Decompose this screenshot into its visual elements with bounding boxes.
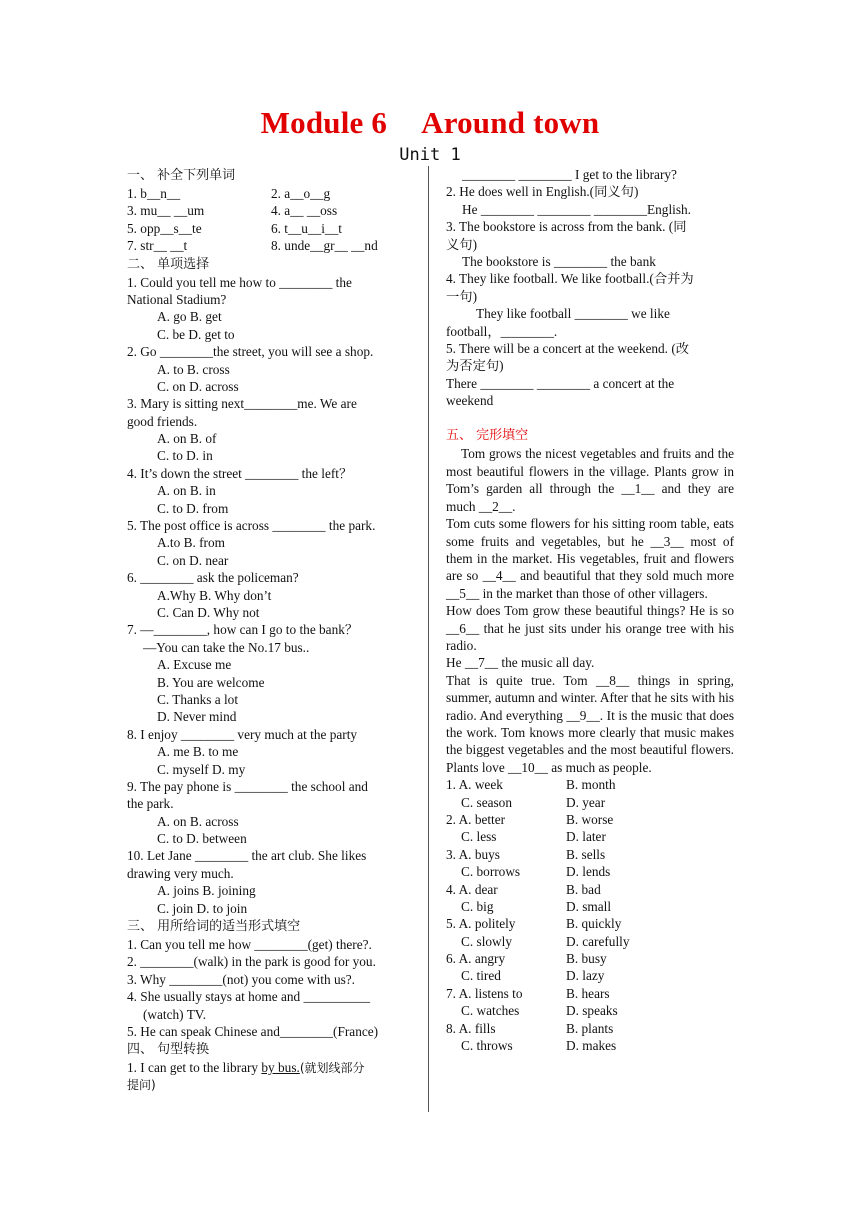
transform-1-text: 1. I can get to the library — [127, 1060, 259, 1076]
transform-2: 2. He does well in English.(同义句) — [446, 184, 639, 200]
options: A. go B. get — [157, 309, 222, 325]
choice: C. season — [461, 794, 512, 810]
word-completion-list — [127, 185, 415, 255]
instruction-note-cont: 提问) — [127, 1077, 156, 1092]
options: C. to D. between — [157, 831, 247, 847]
transform-4-cont: 一句) — [446, 288, 478, 304]
choice: B. hears — [566, 985, 610, 1001]
question-5: 5. The post office is across ________ the park. — [127, 518, 376, 534]
choice: B. plants — [566, 1020, 614, 1036]
question-3: 3. Mary is sitting next________me. We are — [127, 396, 357, 412]
fill-4-cont: (watch) TV. — [143, 1006, 207, 1022]
options: A. joins B. joining — [157, 883, 256, 899]
question-7: 7. —________, how can I go to the bank？ — [127, 622, 359, 638]
transform-3-cont: 义句) — [446, 236, 478, 252]
transform-5: 5. There will be a concert at the weekend. (改 — [446, 340, 690, 356]
question-7-reply: —You can take the No.17 bus.. — [143, 639, 310, 655]
choice: C. tired — [461, 968, 501, 984]
section-5-heading: 五、 完形填空 — [446, 428, 529, 444]
word-item: 7. str__ __t — [127, 238, 188, 254]
options: A. to B. cross — [157, 361, 230, 377]
options: C. join D. to join — [157, 900, 248, 916]
options: A. me B. to me — [157, 744, 239, 760]
instruction-note: (就划线部分 — [299, 1061, 365, 1076]
choice: B. bad — [566, 881, 601, 897]
options: C. myself D. my — [157, 761, 246, 777]
cloze-paragraph-3: How does Tom grow these beautiful things? He is so __6__ that he just sits under his orange tree with his radio. — [446, 603, 734, 653]
question-8: 8. I enjoy ________ very much at the party — [127, 726, 358, 742]
choice: C. slowly — [461, 933, 512, 949]
choice: D. year — [566, 794, 606, 810]
transform-3-answer: The bookstore is ________ the bank — [462, 253, 656, 269]
transform-2-answer: He ________ ________ ________English. — [462, 201, 691, 217]
word-item: 4. a__ __oss — [271, 203, 338, 219]
transform-1 — [127, 1059, 415, 1076]
word-item: 2. a__o__g — [271, 186, 331, 201]
options: C. to D. from — [157, 500, 229, 516]
choice: D. later — [566, 829, 606, 845]
section-3-heading: 三、 用所给词的适当形式填空 — [127, 919, 301, 935]
transform-3: 3. The bookstore is across from the bank. (同 — [446, 219, 687, 235]
transform-5-cont: 为否定句) — [446, 358, 504, 374]
question-1: 1. Could you tell me how to ________ the — [127, 274, 352, 290]
cloze-choices — [446, 776, 734, 1054]
unit-subtitle: Unit 1 — [399, 145, 461, 165]
word-item: 6. t__u__i__t — [271, 220, 342, 236]
fill-1: 1. Can you tell me how ________(get) there?. — [127, 937, 372, 953]
fill-5: 5. He can speak Chinese and________(France) — [127, 1023, 379, 1039]
choice: D. makes — [566, 1038, 617, 1054]
cloze-paragraph-2: Tom cuts some flowers for his sitting room table, eats some fruits and vegetables, but he __3__ most of them in the market. His vegetables, fruit and flowers are so __4__ and beautiful that they sold much more __5__ in the market than those of other villagers. — [446, 516, 734, 601]
options: C. be D. get to — [157, 326, 235, 342]
column-divider — [428, 166, 429, 1112]
choice: 8. A. fills — [446, 1020, 496, 1036]
underlined-phrase: by bus. — [261, 1060, 300, 1076]
choice: D. lazy — [566, 968, 605, 984]
section-2-heading: 二、 单项选择 — [127, 256, 210, 272]
choice: 4. A. dear — [446, 881, 498, 897]
choice: 2. A. better — [446, 811, 506, 827]
cloze-paragraph-1: Tom grows the nicest vegetables and fruits and the most beautiful flowers in the village. Plants grow in Tom’s garden all through the __1__ and they are much __2__. — [446, 446, 734, 514]
word-item: 5. opp__s__te — [127, 220, 202, 236]
options: A. on B. in — [157, 483, 216, 499]
options: C. on D. near — [157, 552, 229, 568]
choice: D. speaks — [566, 1003, 618, 1019]
choice: B. worse — [566, 811, 614, 827]
question-1-cont: National Stadium? — [127, 291, 227, 307]
word-item: 8. unde__gr__ __nd — [271, 238, 378, 254]
question-4: 4. It’s down the street ________ the left？ — [127, 465, 353, 481]
options: A. Excuse me — [157, 657, 232, 673]
options: A.to B. from — [157, 535, 225, 551]
choice: D. small — [566, 898, 612, 914]
options: D. Never mind — [157, 709, 237, 725]
choice: C. borrows — [461, 864, 521, 880]
question-10: 10. Let Jane ________ the art club. She likes — [127, 848, 367, 864]
fill-2: 2. ________(walk) in the park is good for you. — [127, 954, 376, 970]
fill-4: 4. She usually stays at home and __________ — [127, 989, 371, 1005]
title-topic: Around town — [421, 105, 600, 140]
page-title — [0, 104, 860, 142]
question-9-cont: the park. — [127, 796, 174, 812]
choice: 1. A. week — [446, 777, 503, 793]
options: B. You are welcome — [157, 674, 265, 690]
choice: C. less — [461, 829, 497, 845]
word-item: 3. mu__ __um — [127, 203, 205, 219]
fill-3: 3. Why ________(not) you come with us?. — [127, 971, 355, 987]
transform-5-answer: There ________ ________ a concert at the — [446, 375, 675, 391]
options: C. Thanks a lot — [157, 691, 239, 707]
choice: C. throws — [461, 1038, 513, 1054]
transform-4-answer-cont: football，________. — [446, 323, 558, 339]
choice: 3. A. buys — [446, 846, 500, 862]
question-10-cont: drawing very much. — [127, 865, 234, 881]
title-module: Module 6 — [260, 105, 388, 140]
choice: B. month — [566, 777, 616, 793]
options: C. to D. in — [157, 448, 213, 464]
options: A. on B. across — [157, 813, 239, 829]
section-4-heading: 四、 句型转换 — [127, 1042, 210, 1058]
cloze-paragraph-4: He __7__ the music all day. — [446, 655, 595, 671]
transform-4: 4. They like football. We like football.(合并为 — [446, 271, 694, 287]
choice: C. watches — [461, 1003, 520, 1019]
choice: C. big — [461, 898, 494, 914]
choice: B. quickly — [566, 916, 622, 932]
choice: 6. A. angry — [446, 951, 506, 967]
options: A. on B. of — [157, 431, 217, 447]
choice: D. carefully — [566, 933, 630, 949]
transform-4-answer: They like football ________ we like — [476, 306, 670, 322]
question-3-cont: good friends. — [127, 413, 198, 429]
options: C. Can D. Why not — [157, 604, 260, 620]
options: C. on D. across — [157, 378, 239, 394]
transform-5-answer-cont: weekend — [446, 393, 494, 409]
choice: 7. A. listens to — [446, 985, 523, 1001]
choice: 5. A. politely — [446, 916, 516, 932]
word-item: 1. b__n__ — [127, 186, 181, 201]
section-1-heading: 一、 补全下列单词 — [127, 168, 236, 183]
left-column — [127, 166, 415, 1094]
transform-1-answer: ________ ________ I get to the library? — [462, 167, 677, 182]
choice: B. busy — [566, 951, 607, 967]
question-2: 2. Go ________the street, you will see a shop. — [127, 344, 374, 360]
options: A.Why B. Why don’t — [157, 587, 272, 603]
right-column — [446, 166, 734, 1054]
choice: D. lends — [566, 864, 611, 880]
choice: B. sells — [566, 846, 606, 862]
cloze-paragraph-5: That is quite true. Tom __8__ things in spring, summer, autumn and winter. After that he sits with his radio. And everything __9__. It is the music that does the work. Tom knows more clearly that music makes the biggest vegetables and the most beautiful flowers. Plants love __10__ as much as people. — [446, 672, 734, 775]
question-6: 6. ________ ask the policeman? — [127, 570, 299, 586]
question-9: 9. The pay phone is ________ the school and — [127, 778, 368, 794]
